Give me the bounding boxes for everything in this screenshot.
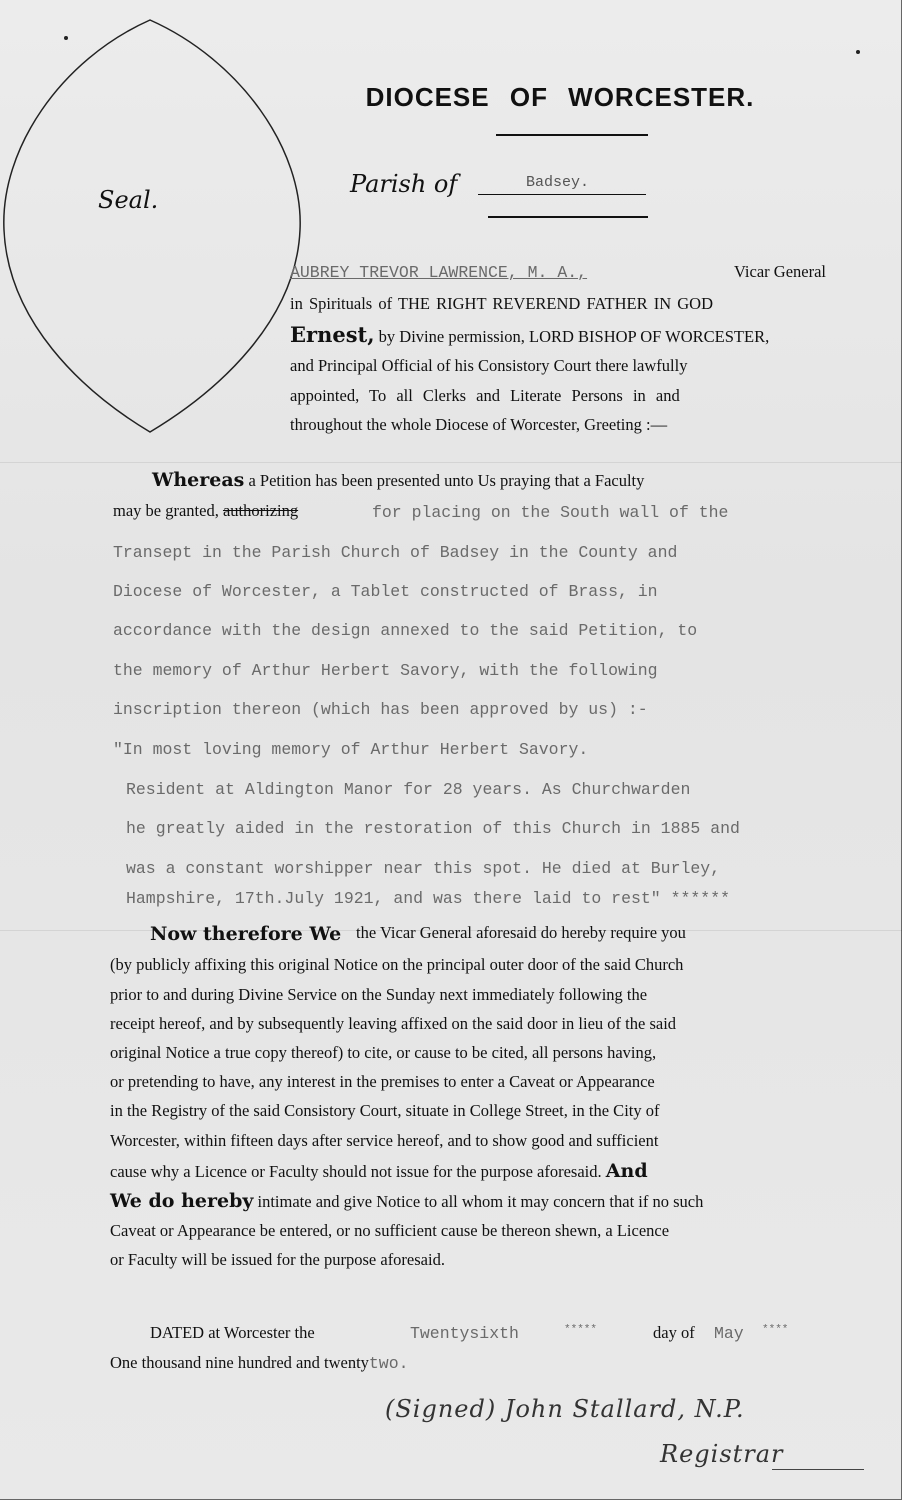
dated-year-typed: two. [368,1354,409,1373]
struck-word: authorizing [222,501,299,520]
inscription-line-2: Resident at Aldington Manor for 28 years. As Churchwarden [126,780,691,799]
typed-line-3: Diocese of Worcester, a Tablet constructed of Brass, in [113,582,658,601]
parish-name: Badsey. [478,174,646,195]
dated-month-stars: **** [762,1324,789,1336]
now-line-10-text: intimate and give Notice to all whom it may concern that if no such [257,1192,704,1211]
intro-line-5: appointed, To all Clerks and Literate Persons in and [290,386,680,405]
now-line-1 [150,923,822,945]
now-therefore-text: the Vicar General aforesaid do hereby require you [356,923,686,942]
whereas-line-1 [152,469,644,491]
now-line-5: original Notice a true copy thereof) to cite, or cause to be cited, all persons having, [110,1043,657,1062]
now-line-12: or Faculty will be issued for the purpose aforesaid. [110,1250,445,1269]
whereas-line-2 [113,501,298,521]
inscription-line-5: Hampshire, 17th.July 1921, and was there laid to rest" ****** [126,889,730,908]
vicar-general-name: AUBREY TREVOR LAWRENCE, M. A., [290,263,588,282]
and-lead: And [605,1160,648,1182]
now-line-2: (by publicly affixing this original Notice on the principal outer door of the said Church [110,955,684,974]
dated-line-1 [150,1323,315,1343]
now-therefore-lead: Now therefore We [150,923,342,945]
now-line-6: or pretending to have, any interest in the premises to enter a Caveat or Appearance [110,1072,655,1091]
inscription-line-4: was a constant worshipper near this spot. He died at Burley, [126,859,721,878]
we-do-hereby-lead: We do hereby [110,1190,254,1212]
dated-line-2 [110,1353,409,1373]
dated-label: DATED at Worcester the [150,1323,315,1342]
whereas-lead: Whereas [152,469,245,491]
now-line-4: receipt hereof, and by subsequently leaving affixed on the said door in lieu of the said [110,1014,677,1033]
now-line-9 [110,1160,648,1182]
parish-rule [488,216,648,218]
signature-line: (Signed) John Stallard, N.P. [385,1395,745,1423]
intro-line-1 [290,262,826,282]
bishop-title: by Divine permission, LORD BISHOP OF WORCESTER, [378,327,770,346]
intro-line-6: throughout the whole Diocese of Worcester, Greeting :— [290,415,668,434]
typed-line-2: Transept in the Parish Church of Badsey in the County and [113,543,678,562]
registrar-line: Registrar [660,1440,784,1468]
vicar-general-title: Vicar General [734,262,826,281]
typed-line-1: for placing on the South wall of the [372,503,729,522]
paper-fold-line [0,462,902,463]
pin-hole [856,50,860,54]
signature-underline [772,1469,864,1470]
intro-line-4: and Principal Official of his Consistory Court there lawfully [290,356,688,375]
intro-line-3 [290,322,826,347]
seal-label: Seal. [98,186,159,214]
now-line-3: prior to and during Divine Service on the Sunday next immediately following the [110,985,648,1004]
inscription-line-3: he greatly aided in the restoration of this Church in 1885 and [126,819,740,838]
bishop-name: Ernest, [290,322,375,347]
inscription-line-1: "In most loving memory of Arthur Herbert Savory. [113,740,589,759]
dated-month: May [714,1324,744,1343]
now-line-8: Worcester, within fifteen days after service hereof, and to show good and sufficient [110,1131,659,1150]
now-line-11: Caveat or Appearance be entered, or no sufficient cause be thereon shewn, a Licence [110,1221,670,1240]
dated-day: Twentysixth [410,1324,519,1343]
dated-day-stars: ***** [564,1324,598,1336]
now-line-10 [110,1190,703,1212]
typed-line-5: the memory of Arthur Herbert Savory, with the following [113,661,658,680]
seal-outline [0,0,320,450]
dated-year-printed: One thousand nine hundred and twenty [110,1353,369,1372]
document-title: DIOCESE OF WORCESTER. [365,82,755,112]
typed-line-4: accordance with the design annexed to the said Petition, to [113,621,698,640]
granted-text: may be granted, [113,501,219,520]
parish-label: Parish of [350,170,458,198]
typed-line-6: inscription thereon (which has been approved by us) :- [113,700,648,719]
dated-day-of: day of [653,1323,695,1342]
intro-line-2: in Spirituals of THE RIGHT REVEREND FATHER IN GOD [290,294,713,313]
whereas-text: a Petition has been presented unto Us praying that a Faculty [248,471,645,490]
now-line-9-text: cause why a Licence or Faculty should not issue for the purpose aforesaid. [110,1162,602,1181]
title-rule [496,134,648,136]
now-line-7: in the Registry of the said Consistory Court, situate in College Street, in the City of [110,1101,660,1120]
